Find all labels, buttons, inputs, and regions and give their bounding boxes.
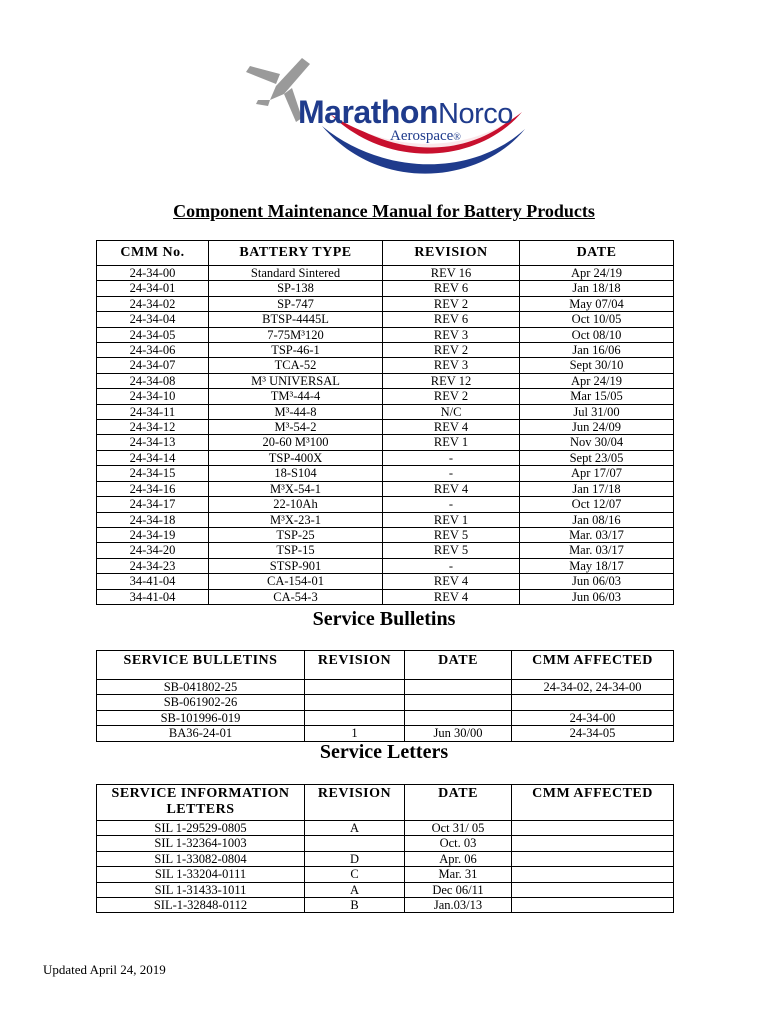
service-bulletins-title: Service Bulletins bbox=[312, 608, 456, 630]
table-cell: Jun 06/03 bbox=[520, 589, 674, 604]
table-row bbox=[97, 821, 674, 836]
table-cell bbox=[512, 882, 674, 897]
header-date: DATE bbox=[405, 785, 512, 821]
table-cell: REV 5 bbox=[383, 543, 520, 558]
table-cell: TSP-15 bbox=[209, 543, 383, 558]
table-row bbox=[97, 512, 674, 527]
table-cell: Nov 30/04 bbox=[520, 435, 674, 450]
table-row bbox=[97, 420, 674, 435]
table-cell bbox=[512, 836, 674, 851]
table-cell: 24-34-00 bbox=[97, 266, 209, 281]
table-cell: REV 4 bbox=[383, 589, 520, 604]
table-row bbox=[97, 373, 674, 388]
header-service-bulletins: SERVICE BULLETINS bbox=[97, 651, 305, 680]
table-cell: 7-75M³120 bbox=[209, 327, 383, 342]
table-header-row bbox=[97, 651, 674, 680]
table-cell: TSP-400X bbox=[209, 450, 383, 465]
table-row bbox=[97, 466, 674, 481]
service-letters-table bbox=[96, 784, 674, 913]
table-row bbox=[97, 882, 674, 897]
table-cell: C bbox=[305, 867, 405, 882]
table-cell: REV 4 bbox=[383, 481, 520, 496]
header-battery-type: BATTERY TYPE bbox=[209, 241, 383, 266]
table-cell bbox=[305, 836, 405, 851]
table-cell: Standard Sintered bbox=[209, 266, 383, 281]
table-row bbox=[97, 358, 674, 373]
table-cell: 24-34-17 bbox=[97, 497, 209, 512]
table-row bbox=[97, 435, 674, 450]
table-cell: Apr. 06 bbox=[405, 851, 512, 866]
service-letters-title: Service Letters bbox=[319, 741, 449, 763]
header-cmm-affected: CMM AFFECTED bbox=[512, 785, 674, 821]
header-date: DATE bbox=[405, 651, 512, 680]
table-cell bbox=[405, 680, 512, 695]
table-row bbox=[97, 327, 674, 342]
table-row bbox=[97, 710, 674, 725]
table-cell bbox=[512, 851, 674, 866]
table-cell: - bbox=[383, 558, 520, 573]
table-cell: CA-54-3 bbox=[209, 589, 383, 604]
table-cell bbox=[512, 821, 674, 836]
table-cell: N/C bbox=[383, 404, 520, 419]
table-cell: Jul 31/00 bbox=[520, 404, 674, 419]
table-cell: STSP-901 bbox=[209, 558, 383, 573]
table-cell: 22-10Ah bbox=[209, 497, 383, 512]
table-cell: Jun 06/03 bbox=[520, 574, 674, 589]
document-title: Component Maintenance Manual for Battery Products bbox=[173, 201, 595, 221]
table-cell: 24-34-07 bbox=[97, 358, 209, 373]
table-cell bbox=[305, 710, 405, 725]
table-cell: REV 1 bbox=[383, 435, 520, 450]
header-revision: REVISION bbox=[305, 651, 405, 680]
table-cell: Jan 16/06 bbox=[520, 343, 674, 358]
table-row bbox=[97, 266, 674, 281]
table-cell: 24-34-05 bbox=[97, 327, 209, 342]
table-cell: REV 1 bbox=[383, 512, 520, 527]
table-cell: D bbox=[305, 851, 405, 866]
table-cell: 24-34-08 bbox=[97, 373, 209, 388]
table-row bbox=[97, 527, 674, 542]
table-cell bbox=[405, 710, 512, 725]
updated-date: Updated April 24, 2019 bbox=[43, 962, 166, 977]
table-row bbox=[97, 389, 674, 404]
table-cell: 24-34-12 bbox=[97, 420, 209, 435]
table-cell bbox=[512, 867, 674, 882]
table-cell: 34-41-04 bbox=[97, 574, 209, 589]
table-cell: M³X-23-1 bbox=[209, 512, 383, 527]
table-cell: 24-34-19 bbox=[97, 527, 209, 542]
table-cell: Dec 06/11 bbox=[405, 882, 512, 897]
table-cell: Mar. 03/17 bbox=[520, 543, 674, 558]
table-cell: REV 2 bbox=[383, 389, 520, 404]
table-cell: Apr 17/07 bbox=[520, 466, 674, 481]
table-cell: Jan.03/13 bbox=[405, 898, 512, 913]
table-cell: 24-34-11 bbox=[97, 404, 209, 419]
table-cell: 24-34-04 bbox=[97, 312, 209, 327]
table-cell: 24-34-06 bbox=[97, 343, 209, 358]
table-cell: SP-138 bbox=[209, 281, 383, 296]
table-cell: B bbox=[305, 898, 405, 913]
table-cell: BA36-24-01 bbox=[97, 726, 305, 741]
table-cell: M³-44-8 bbox=[209, 404, 383, 419]
table-cell: Oct. 03 bbox=[405, 836, 512, 851]
table-cell bbox=[405, 695, 512, 710]
table-row bbox=[97, 589, 674, 604]
table-cell: TSP-46-1 bbox=[209, 343, 383, 358]
table-row bbox=[97, 558, 674, 573]
table-cell: Mar 15/05 bbox=[520, 389, 674, 404]
table-cell: REV 12 bbox=[383, 373, 520, 388]
table-row bbox=[97, 867, 674, 882]
table-cell: 24-34-02, 24-34-00 bbox=[512, 680, 674, 695]
table-cell: 24-34-20 bbox=[97, 543, 209, 558]
table-cell: Sept 30/10 bbox=[520, 358, 674, 373]
table-row bbox=[97, 898, 674, 913]
table-cell: 24-34-15 bbox=[97, 466, 209, 481]
table-cell: SIL 1-33082-0804 bbox=[97, 851, 305, 866]
table-cell: REV 3 bbox=[383, 358, 520, 373]
table-cell: 34-41-04 bbox=[97, 589, 209, 604]
table-row bbox=[97, 574, 674, 589]
table-cell: - bbox=[383, 497, 520, 512]
table-cell bbox=[512, 695, 674, 710]
table-cell bbox=[305, 680, 405, 695]
table-cell: REV 3 bbox=[383, 327, 520, 342]
table-cell: 24-34-01 bbox=[97, 281, 209, 296]
table-row bbox=[97, 851, 674, 866]
table-cell: REV 6 bbox=[383, 281, 520, 296]
table-cell: Oct 12/07 bbox=[520, 497, 674, 512]
table-cell: 24-34-10 bbox=[97, 389, 209, 404]
table-cell: 18-S104 bbox=[209, 466, 383, 481]
table-cell: CA-154-01 bbox=[209, 574, 383, 589]
logo-subtitle: Aerospace® bbox=[390, 128, 461, 144]
cmm-table bbox=[96, 240, 674, 605]
table-cell: Sept 23/05 bbox=[520, 450, 674, 465]
table-cell: Jan 08/16 bbox=[520, 512, 674, 527]
table-cell: Mar. 03/17 bbox=[520, 527, 674, 542]
table-cell: REV 2 bbox=[383, 343, 520, 358]
table-cell: - bbox=[383, 450, 520, 465]
header-date: DATE bbox=[520, 241, 674, 266]
header-revision: REVISION bbox=[305, 785, 405, 821]
table-row bbox=[97, 836, 674, 851]
table-cell: 24-34-14 bbox=[97, 450, 209, 465]
table-cell: SB-101996-019 bbox=[97, 710, 305, 725]
table-cell: May 18/17 bbox=[520, 558, 674, 573]
service-bulletins-table bbox=[96, 650, 674, 742]
header-cmm-no: CMM No. bbox=[97, 241, 209, 266]
table-cell: 24-34-23 bbox=[97, 558, 209, 573]
table-cell: TSP-25 bbox=[209, 527, 383, 542]
table-row bbox=[97, 450, 674, 465]
table-row bbox=[97, 404, 674, 419]
table-cell: Oct 10/05 bbox=[520, 312, 674, 327]
table-row bbox=[97, 543, 674, 558]
table-row bbox=[97, 695, 674, 710]
table-cell: M³X-54-1 bbox=[209, 481, 383, 496]
table-cell: Apr 24/19 bbox=[520, 266, 674, 281]
table-row bbox=[97, 312, 674, 327]
table-cell: SB-041802-25 bbox=[97, 680, 305, 695]
table-cell bbox=[305, 695, 405, 710]
table-cell: Mar. 31 bbox=[405, 867, 512, 882]
table-cell: 24-34-18 bbox=[97, 512, 209, 527]
table-cell: REV 6 bbox=[383, 312, 520, 327]
table-cell: M³ UNIVERSAL bbox=[209, 373, 383, 388]
table-cell: REV 16 bbox=[383, 266, 520, 281]
table-row bbox=[97, 497, 674, 512]
table-row bbox=[97, 343, 674, 358]
table-cell: Oct 08/10 bbox=[520, 327, 674, 342]
table-cell: Jan 17/18 bbox=[520, 481, 674, 496]
table-row bbox=[97, 296, 674, 311]
table-cell: 24-34-13 bbox=[97, 435, 209, 450]
table-row bbox=[97, 281, 674, 296]
table-cell: SIL 1-32364-1003 bbox=[97, 836, 305, 851]
table-cell: - bbox=[383, 466, 520, 481]
table-cell: REV 5 bbox=[383, 527, 520, 542]
table-cell: TM³-44-4 bbox=[209, 389, 383, 404]
table-cell bbox=[512, 898, 674, 913]
table-cell: Jun 30/00 bbox=[405, 726, 512, 741]
table-cell: SIL 1-31433-1011 bbox=[97, 882, 305, 897]
table-cell: 24-34-16 bbox=[97, 481, 209, 496]
table-cell: Jun 24/09 bbox=[520, 420, 674, 435]
table-cell: M³-54-2 bbox=[209, 420, 383, 435]
table-cell: A bbox=[305, 821, 405, 836]
table-header-row bbox=[97, 241, 674, 266]
table-cell: SIL 1-33204-0111 bbox=[97, 867, 305, 882]
table-cell: Oct 31/ 05 bbox=[405, 821, 512, 836]
table-cell: SIL 1-29529-0805 bbox=[97, 821, 305, 836]
table-row bbox=[97, 680, 674, 695]
header-cmm-affected: CMM AFFECTED bbox=[512, 651, 674, 680]
table-cell: SIL-1-32848-0112 bbox=[97, 898, 305, 913]
table-cell: TCA-52 bbox=[209, 358, 383, 373]
logo-wordmark: MarathonNorco bbox=[298, 94, 513, 130]
table-cell: REV 2 bbox=[383, 296, 520, 311]
table-cell: BTSP-4445L bbox=[209, 312, 383, 327]
table-cell: 20-60 M³100 bbox=[209, 435, 383, 450]
table-cell: SP-747 bbox=[209, 296, 383, 311]
table-cell: 24-34-05 bbox=[512, 726, 674, 741]
table-cell: SB-061902-26 bbox=[97, 695, 305, 710]
table-cell: REV 4 bbox=[383, 420, 520, 435]
table-cell: 1 bbox=[305, 726, 405, 741]
table-cell: Jan 18/18 bbox=[520, 281, 674, 296]
header-service-information-letters: SERVICE INFORMATION LETTERS bbox=[97, 785, 305, 821]
table-header-row bbox=[97, 785, 674, 821]
table-row bbox=[97, 726, 674, 741]
table-cell: 24-34-02 bbox=[97, 296, 209, 311]
header-revision: REVISION bbox=[383, 241, 520, 266]
table-cell: 24-34-00 bbox=[512, 710, 674, 725]
table-row bbox=[97, 481, 674, 496]
table-cell: Apr 24/19 bbox=[520, 373, 674, 388]
table-cell: REV 4 bbox=[383, 574, 520, 589]
table-cell: A bbox=[305, 882, 405, 897]
table-cell: May 07/04 bbox=[520, 296, 674, 311]
